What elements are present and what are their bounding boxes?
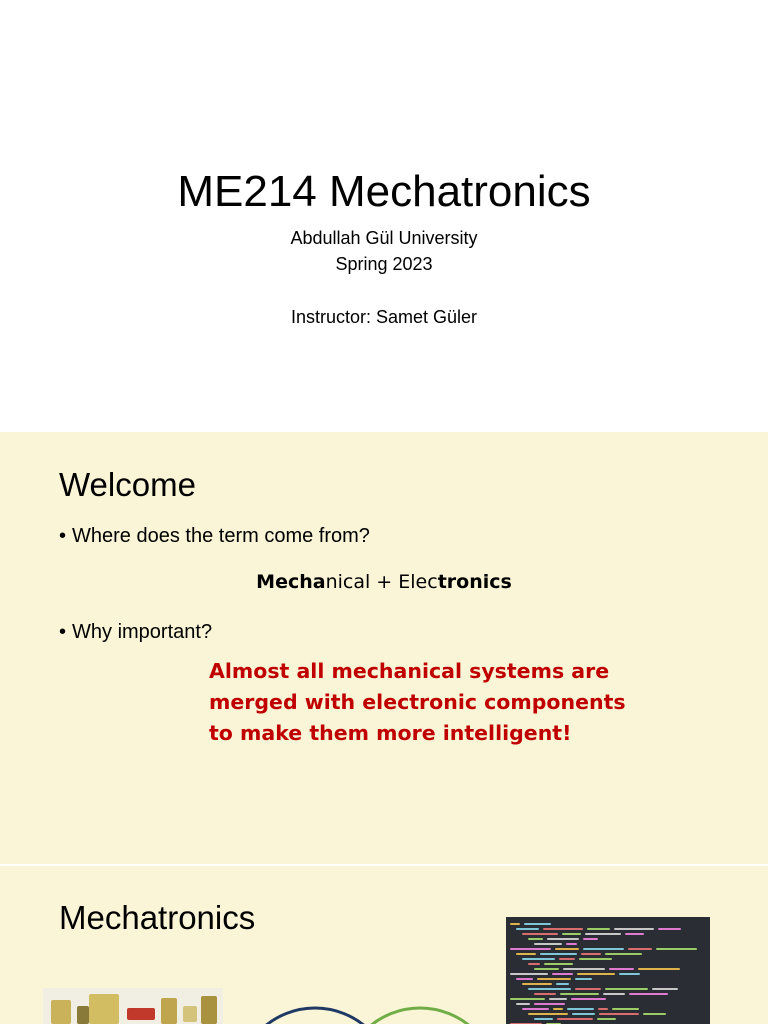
venn-circle-electronics — [342, 1008, 498, 1024]
code-line-segment — [510, 923, 520, 925]
code-line-segment — [614, 928, 654, 930]
title-slide — [0, 0, 768, 432]
code-line-segment — [510, 973, 548, 975]
code-line-segment — [603, 993, 625, 995]
code-line-segment — [522, 933, 558, 935]
code-line-segment — [577, 973, 615, 975]
code-line-segment — [560, 993, 599, 995]
term-formula — [0, 569, 768, 595]
code-line-segment — [583, 938, 598, 940]
code-line-segment — [516, 928, 539, 930]
code-line-segment — [583, 948, 624, 950]
instructor-label: Instructor: Samet Güler — [290, 307, 478, 327]
bullet-term-origin — [59, 523, 370, 549]
code-line-segment — [628, 948, 652, 950]
code-line-segment — [549, 998, 567, 1000]
code-line-segment — [528, 988, 571, 990]
code-line-segment — [566, 943, 577, 945]
code-line-segment — [575, 978, 592, 980]
code-line-segment — [656, 948, 697, 950]
mechatronics-slide — [0, 866, 768, 1024]
code-line-segment — [559, 958, 575, 960]
course-title: ME214 Mechatronics — [177, 167, 591, 216]
code-line-segment — [528, 1013, 568, 1015]
code-line-segment — [547, 938, 579, 940]
venn-diagram — [240, 986, 500, 1024]
code-line-segment — [587, 928, 610, 930]
code-line-segment — [534, 968, 559, 970]
slide-heading: Welcome — [59, 466, 196, 503]
code-line-segment — [522, 958, 555, 960]
code-line-segment — [585, 933, 621, 935]
code-line-segment — [510, 998, 545, 1000]
code-line-segment — [605, 953, 642, 955]
code-line-segment — [658, 928, 681, 930]
university-name: Abdullah Gül University — [290, 228, 478, 248]
code-line-segment — [605, 988, 648, 990]
code-line-segment — [540, 953, 577, 955]
code-line-segment — [537, 978, 571, 980]
code-line-segment — [522, 1008, 549, 1010]
formula-bold-tronics: tronics — [437, 571, 512, 593]
code-line-segment — [625, 933, 644, 935]
code-line-segment — [579, 958, 612, 960]
code-line-segment — [575, 988, 601, 990]
code-line-segment — [652, 988, 678, 990]
code-line-segment — [567, 1008, 594, 1010]
slide-heading: Mechatronics — [59, 899, 256, 936]
code-line-segment — [572, 1013, 595, 1015]
code-line-segment — [629, 993, 668, 995]
code-line-segment — [534, 993, 556, 995]
code-line-segment — [557, 1018, 593, 1020]
code-line-segment — [524, 923, 551, 925]
code-line-segment — [598, 1008, 608, 1010]
term-label: Spring 2023 — [335, 254, 433, 274]
code-line-segment — [516, 1003, 530, 1005]
code-screen-photo — [506, 917, 710, 1024]
code-line-segment — [643, 1013, 666, 1015]
code-line-segment — [556, 983, 569, 985]
code-line-segment — [571, 998, 606, 1000]
venn-circle-mechanical — [240, 1008, 393, 1024]
code-line-segment — [581, 953, 601, 955]
formula-middle: nical + Elec — [325, 571, 438, 593]
bullet-text: Where does the term come from? — [72, 525, 370, 547]
code-line-segment — [597, 1018, 616, 1020]
bullet-marker: • — [59, 525, 67, 547]
code-line-segment — [516, 953, 536, 955]
code-line-segment — [516, 978, 533, 980]
code-line-segment — [619, 973, 640, 975]
welcome-slide — [0, 432, 768, 864]
code-line-segment — [534, 1018, 553, 1020]
code-line-segment — [543, 928, 583, 930]
code-line-segment — [534, 1003, 565, 1005]
code-line-segment — [612, 1008, 639, 1010]
code-line-segment — [638, 968, 680, 970]
code-line-segment — [562, 933, 581, 935]
code-line-segment — [553, 1008, 563, 1010]
formula-bold-mecha: Mecha — [256, 571, 326, 593]
code-line-segment — [563, 968, 605, 970]
code-line-segment — [522, 983, 552, 985]
code-line-segment — [555, 948, 579, 950]
importance-statement: Almost all mechanical systems are merged with electronic components to make them more intelligent! — [209, 659, 626, 745]
code-line-segment — [609, 968, 634, 970]
code-line-segment — [534, 943, 562, 945]
code-line-segment — [510, 948, 551, 950]
bullet-text: Why important? — [72, 621, 213, 643]
bullet-why-important — [59, 619, 212, 645]
code-line-segment — [599, 1013, 639, 1015]
circuit-board-photo — [43, 988, 223, 1024]
code-line-segment — [552, 973, 573, 975]
code-line-segment — [528, 938, 543, 940]
code-line-segment — [528, 963, 540, 965]
code-line-segment — [544, 963, 573, 965]
bullet-marker: • — [59, 621, 67, 643]
